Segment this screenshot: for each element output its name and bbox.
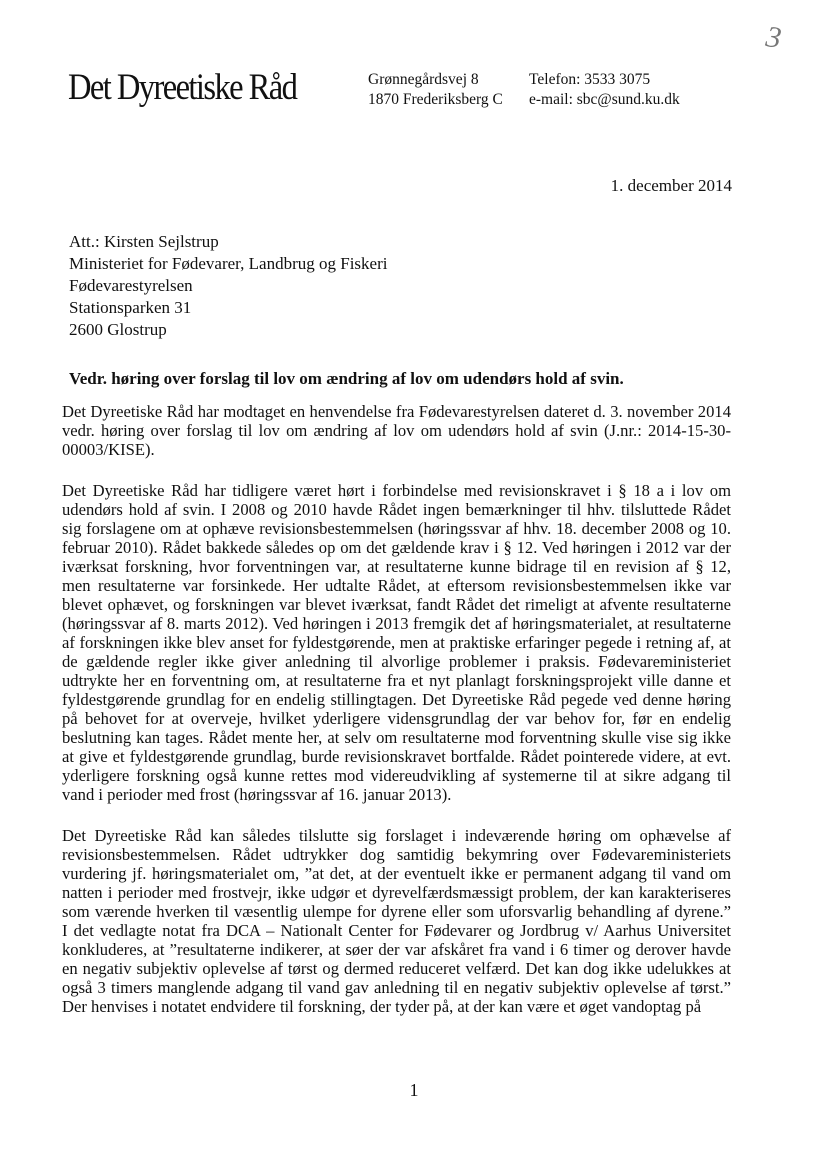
paragraph-line: sig forslagene om at ophæve revisionsbestemmelsen (høringssvar af hhv. 18. december 2008 og 10. xyxy=(62,519,731,538)
paragraph-line: (høringssvar af 8. marts 2012). Ved høringen i 2013 fremgik det af høringsmaterialet, at resultaterne xyxy=(62,614,731,633)
recipient-line: Fødevarestyrelsen xyxy=(69,276,193,295)
recipient-line: Ministeriet for Fødevarer, Landbrug og Fiskeri xyxy=(69,254,388,273)
paragraph-line: fyldestgørende grundlag for en endelig stillingtagen. Det Dyreetiske Råd pegede ved denne høring xyxy=(62,690,731,709)
paragraph-line: februar 2010). Rådet bakkede således op om det gældende krav i § 12. Ved høringen i 2012 var der xyxy=(62,538,731,557)
paragraph-line: men resultaterne var forsinkede. Her udtalte Rådet, at eftersom revisionsbestemmelsen ikke var xyxy=(62,576,731,595)
paragraph-line: iværksat forskning, hvor forventningen var, at resultaterne kunne bidrage til en revision af § 12, xyxy=(62,557,731,576)
phone-number: Telefon: 3533 3075 xyxy=(529,71,651,88)
paragraph-line: de gældende regler ikke giver anledning til alvorlige problemer i praksis. Fødevareministeriet xyxy=(62,652,731,671)
body-paragraph xyxy=(62,826,731,1016)
address-line-1: Grønnegårdsvej 8 xyxy=(368,71,479,88)
paragraph-line: I det vedlagte notat fra DCA – Nationalt Center for Fødevarer og Jordbrug v/ Aarhus Universitet xyxy=(62,921,731,940)
paragraph-line: at give et fyldestgørende grundlag, burde revisionskravet bortfalde. Rådet pointerede videre, at evt. xyxy=(62,747,731,766)
paragraph-line: vedr. høring over forslag til lov om ændring af lov om udendørs hold af svin (J.nr.: 2014-15-30- xyxy=(62,421,731,440)
paragraph-line: udtrykte her en forventning om, at resultaterne fra et nyt planlagt forskningsprojekt ville danne et xyxy=(62,671,731,690)
paragraph-line: på behovet for at overveje, hvilket yderligere vidensgrundlag der var behov for, før en endelig xyxy=(62,709,731,728)
paragraph-line: en negativ subjektiv oplevelse af tørst og dermed reduceret velfærd. Det kan dog ikke udelukkes at xyxy=(62,959,731,978)
paragraph-line: Det Dyreetiske Råd har modtaget en henvendelse fra Fødevarestyrelsen dateret d. 3. november 2014 xyxy=(62,402,731,421)
paragraph-line: vurdering jf. høringsmaterialet om, ”at det, at der eventuelt ikke er permanent adgang til vand om xyxy=(62,864,731,883)
paragraph-line: som værende hverken til væsentlig ulempe for dyrene eller som uforsvarlig behandling af dyrene.” xyxy=(62,902,731,921)
letter-date: 1. december 2014 xyxy=(610,176,732,195)
body-paragraph xyxy=(62,402,731,459)
letter-body xyxy=(62,402,731,1038)
paragraph-line: beslutning kan tages. Rådet mente her, at selv om resultaterne mod forventning skulle vise sig ikke xyxy=(62,728,731,747)
handwritten-page-mark: 3 xyxy=(763,20,784,55)
paragraph-line: natten i perioder med frostvejr, ikke udgør et dyrevelfærdsmæssigt problem, der kan karakteriseres xyxy=(62,883,731,902)
paragraph-line: også 3 timers manglende adgang til vand gav anledning til en negativ subjektiv oplevelse af tørst.” xyxy=(62,978,731,997)
paragraph-line: yderligere forskning også kunne rettes mod videreudvikling af systemerne til at sikre adgang til xyxy=(62,766,731,785)
paragraph-line: 00003/KISE). xyxy=(62,440,155,459)
page-number: 1 xyxy=(409,1080,419,1100)
paragraph-line: udendørs hold af svin. I 2008 og 2010 havde Rådet ingen bemærkninger til hhv. tilsluttede Rådet xyxy=(62,500,731,519)
paragraph-line: Der henvises i notatet endvidere til forskning, der tyder på, at der kan være et øget vandoptag på xyxy=(62,997,702,1016)
recipient-line: Stationsparken 31 xyxy=(69,298,192,317)
organization-name: Det Dyreetiske Råd xyxy=(68,67,297,108)
email-address: e-mail: sbc@sund.ku.dk xyxy=(529,91,680,108)
paragraph-line: vand i perioder med frost (høringssvar af 16. januar 2013). xyxy=(62,785,452,804)
paragraph-line: revisionsbestemmelsen. Rådet udtrykker dog samtidig bekymring over Fødevareministeriets xyxy=(62,845,731,864)
paragraph-line: af forskningen ikke blev anset for fyldestgørende, men at praktiske erfaringer pegede i retning af, at xyxy=(62,633,731,652)
paragraph-line: blevet ophævet, og forskningen var blevet iværksat, fandt Rådet det rimeligt at afvente resultaterne xyxy=(62,595,731,614)
organization-address xyxy=(368,70,503,110)
recipient-line: 2600 Glostrup xyxy=(69,320,167,339)
recipient-block xyxy=(69,231,387,341)
recipient-line: Att.: Kirsten Sejlstrup xyxy=(69,232,219,251)
paragraph-line: Det Dyreetiske Råd har tidligere været hørt i forbindelse med revisionskravet i § 18 a i lov om xyxy=(62,481,731,500)
organization-contact xyxy=(529,70,680,110)
paragraph-line: konkluderes, at ”resultaterne indikerer, at søer der var afskåret fra vand i 6 timer og derover havde xyxy=(62,940,731,959)
body-paragraph xyxy=(62,481,731,804)
letter-subject: Vedr. høring over forslag til lov om ændring af lov om udendørs hold af svin. xyxy=(69,369,624,388)
address-line-2: 1870 Frederiksberg C xyxy=(368,91,503,108)
paragraph-line: Det Dyreetiske Råd kan således tilslutte sig forslaget i indeværende høring om ophævelse af xyxy=(62,826,731,845)
